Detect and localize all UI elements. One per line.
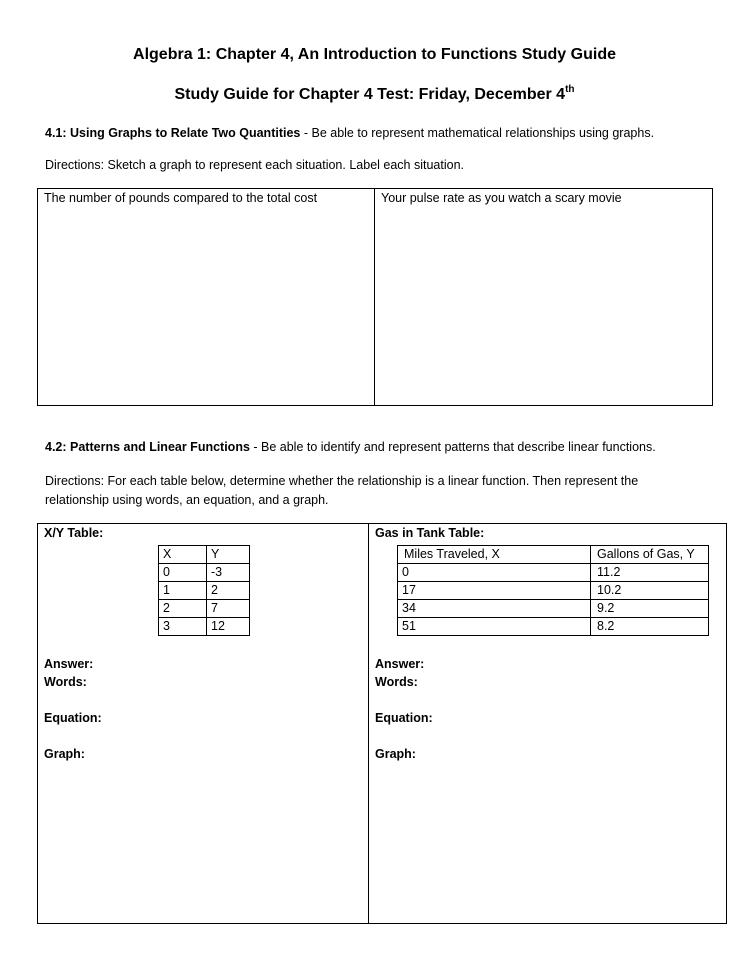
table-row bbox=[159, 546, 250, 564]
answer-label: Answer: bbox=[44, 657, 94, 671]
table-cell: 2 bbox=[159, 600, 207, 618]
table-cell: 8.2 bbox=[591, 618, 709, 636]
subtitle-text: Study Guide for Chapter 4 Test: Friday, December 4 bbox=[174, 86, 566, 103]
table-cell: 34 bbox=[398, 600, 591, 618]
graph-label: Graph: bbox=[44, 747, 85, 761]
gas-tank-table bbox=[397, 545, 709, 636]
xy-table-cell bbox=[38, 524, 369, 923]
section2-intro bbox=[45, 438, 705, 457]
section2-heading: 4.2: Patterns and Linear Functions bbox=[45, 440, 250, 454]
table-row bbox=[159, 564, 250, 582]
graph-label: Graph: bbox=[375, 747, 416, 761]
section2-description: - Be able to identify and represent patterns that describe linear functions. bbox=[249, 440, 656, 454]
table-cell: -3 bbox=[207, 564, 250, 582]
equation-label: Equation: bbox=[44, 711, 102, 725]
table-row bbox=[398, 564, 709, 582]
answer-label: Answer: bbox=[375, 657, 425, 671]
graph-box-pounds-cost bbox=[38, 189, 375, 405]
words-label: Words: bbox=[44, 675, 87, 689]
section1-graph-boxes bbox=[37, 188, 713, 406]
section1-intro bbox=[45, 124, 705, 143]
xy-table-title: X/Y Table: bbox=[44, 526, 104, 540]
section1-directions: Directions: Sketch a graph to represent each situation. Label each situation. bbox=[45, 158, 465, 172]
table-row bbox=[159, 600, 250, 618]
table-header: X bbox=[159, 546, 207, 564]
page-subtitle bbox=[0, 86, 749, 104]
table-row bbox=[398, 618, 709, 636]
xy-table bbox=[158, 545, 250, 636]
table-cell: 2 bbox=[207, 582, 250, 600]
page-title: Algebra 1: Chapter 4, An Introduction to Functions Study Guide bbox=[133, 46, 616, 63]
table-cell: 9.2 bbox=[591, 600, 709, 618]
table-cell: 17 bbox=[398, 582, 591, 600]
section2-work-boxes bbox=[37, 523, 727, 924]
graph-box-label: Your pulse rate as you watch a scary movie bbox=[381, 191, 622, 205]
table-header: Y bbox=[207, 546, 250, 564]
table-cell: 1 bbox=[159, 582, 207, 600]
table-cell: 7 bbox=[207, 600, 250, 618]
table-header: Gallons of Gas, Y bbox=[591, 546, 709, 564]
table-row bbox=[398, 546, 709, 564]
subtitle-superscript: th bbox=[565, 84, 575, 95]
table-cell: 3 bbox=[159, 618, 207, 636]
table-cell: 10.2 bbox=[591, 582, 709, 600]
equation-label: Equation: bbox=[375, 711, 433, 725]
graph-box-pulse-rate bbox=[375, 189, 712, 405]
table-row bbox=[398, 582, 709, 600]
section1-heading: 4.1: Using Graphs to Relate Two Quantities bbox=[45, 126, 301, 140]
table-cell: 11.2 bbox=[591, 564, 709, 582]
section1-description: - Be able to represent mathematical relationships using graphs. bbox=[300, 126, 655, 140]
gas-tank-table-title: Gas in Tank Table: bbox=[375, 526, 485, 540]
gas-tank-table-cell bbox=[369, 524, 726, 923]
table-row bbox=[159, 582, 250, 600]
table-cell: 51 bbox=[398, 618, 591, 636]
graph-box-label: The number of pounds compared to the total cost bbox=[44, 191, 318, 205]
table-row bbox=[398, 600, 709, 618]
table-cell: 0 bbox=[398, 564, 591, 582]
table-header: Miles Traveled, X bbox=[398, 546, 591, 564]
words-label: Words: bbox=[375, 675, 418, 689]
table-cell: 0 bbox=[159, 564, 207, 582]
section2-directions: Directions: For each table below, determine whether the relationship is a linear function. Then represent the relationship using words, an equation, and a graph. bbox=[45, 474, 639, 507]
table-row bbox=[159, 618, 250, 636]
table-cell: 12 bbox=[207, 618, 250, 636]
